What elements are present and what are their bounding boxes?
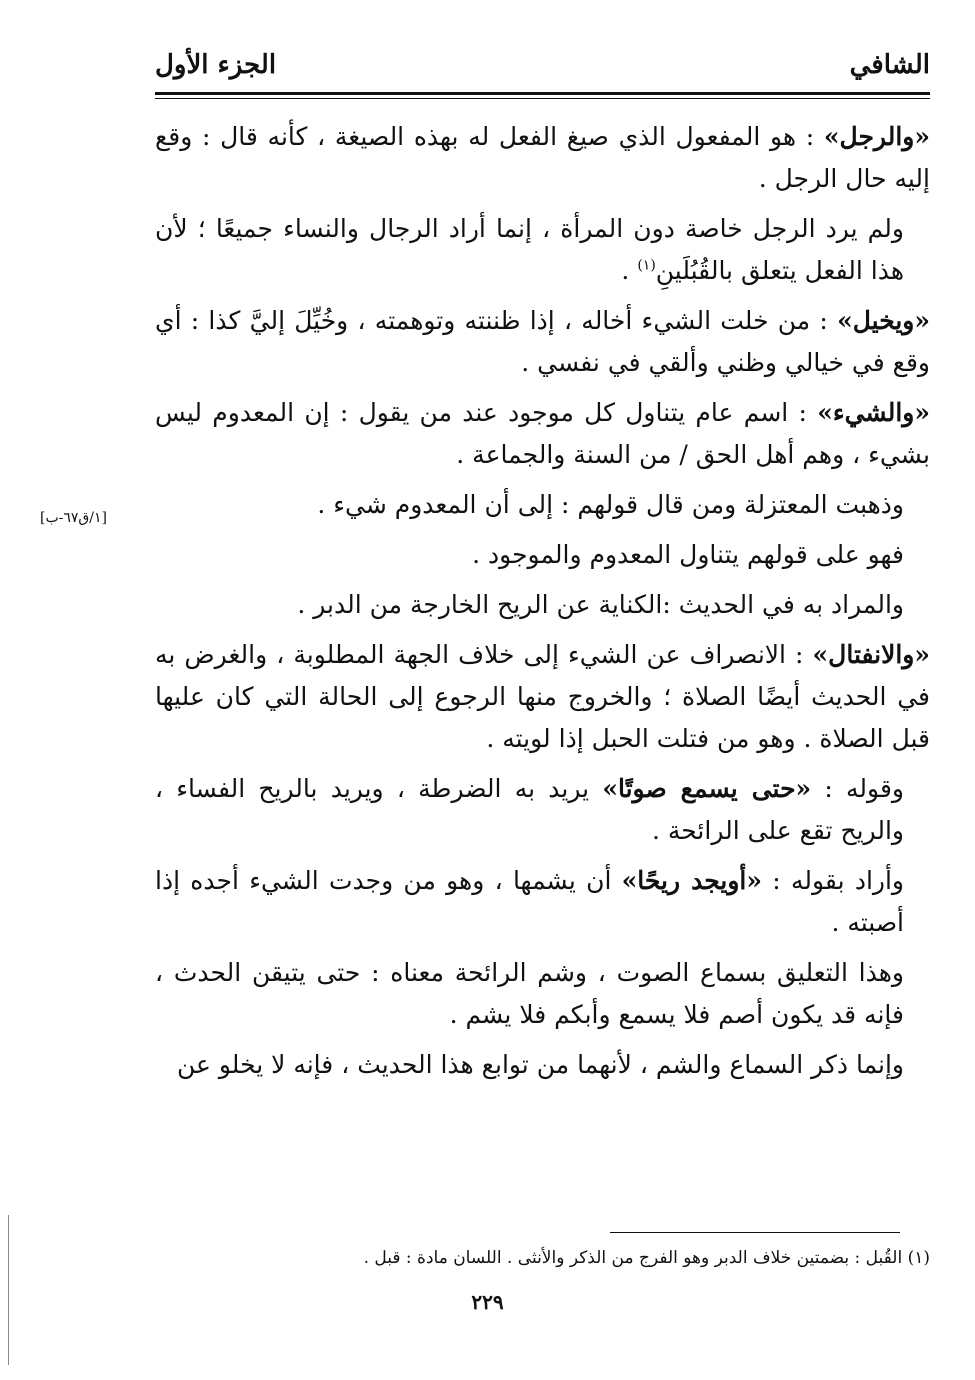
paragraph-taliq: [155, 952, 930, 1036]
paragraph-text: : الانصراف عن الشيء إلى خلاف الجهة المطلوبة ، والغرض به في الحديث أيضًا الصلاة ؛ والخروج منها الرجوع إلى الحالة التي كان عليها قبل الصلاة . وهو من فتلت الحبل إذا لويته .: [155, 640, 930, 753]
paragraph-text: أن يشمها ، وهو من وجدت الشيء أجده إذا أصبته .: [155, 866, 904, 937]
paragraph-rihan: [155, 860, 930, 944]
paragraph-innama: [155, 1044, 930, 1086]
paragraph-alrajul: [155, 116, 930, 200]
paragraph-women: [155, 208, 930, 292]
paragraph-mutazila: [155, 484, 930, 526]
paragraph-prefix: وأراد بقوله :: [762, 866, 904, 895]
paragraph-alshay: [155, 392, 930, 476]
paragraph-prefix: وقوله :: [811, 774, 904, 803]
term: «والانفتال»: [812, 640, 930, 669]
footnote: (١) القُبل : بضمتين خلاف الدبر وهو الفرج من الذكر والأنثى . اللسان مادة : قبل .: [363, 1248, 930, 1268]
quoted-phrase: «أويجد ريحًا»: [621, 866, 762, 895]
paragraph-text: والمراد به في الحديث :الكناية عن الريح الخارجة من الدبر .: [297, 590, 904, 619]
paragraph-text: يريد به الضرطة ، ويريد بالريح الفساء ، والريح تقع على الرائحة .: [155, 774, 904, 845]
volume-title: الجزء الأول: [155, 50, 277, 80]
paragraph-text: فهو على قولهم يتناول المعدوم والموجود .: [472, 540, 904, 569]
paragraph-tail: .: [621, 256, 638, 285]
paragraph-qawlihim: [155, 534, 930, 576]
paragraph-text: : هو المفعول الذي صيغ الفعل له بهذه الصيغة ، كأنه قال : وقع إليه حال الرجل .: [155, 122, 930, 193]
manuscript-folio-note: [١/ق٦٧-ب]: [40, 510, 108, 526]
paragraph-alinfital: [155, 634, 930, 760]
footnote-rule: [610, 1232, 900, 1233]
header-rule-thin: [155, 98, 930, 99]
paragraph-almurad: [155, 584, 930, 626]
paragraph-text: وهذا التعليق بسماع الصوت ، وشم الرائحة معناه : حتى يتيقن الحدث ، فإنه قد يكون أصم فلا يسمع وأبكم فلا يشم .: [155, 958, 904, 1029]
header-rule-thick: [155, 92, 930, 95]
paragraph-text: ولم يرد الرجل خاصة دون المرأة ، إنما أراد الرجال والنساء جميعًا ؛ لأن هذا الفعل يتعلق بالقُبُلَينِ: [155, 214, 904, 285]
paragraph-yukhayyal: [155, 300, 930, 384]
page-number: ٢٢٩: [471, 1290, 504, 1314]
paragraph-text: : اسم عام يتناول كل موجود عند من يقول : إن المعدوم ليس بشيء ، وهم أهل الحق / من السنة والجماعة .: [155, 398, 930, 469]
term: «والرجل»: [823, 122, 930, 151]
paragraph-text: : من خلت الشيء أخاله ، إذا ظننته وتوهمته ، وخُيِّلَ إليَّ كذا : أي وقع في خيالي وظني وألقي في نفسي .: [155, 306, 930, 377]
book-title: الشافي: [849, 50, 930, 80]
footnote-ref: (١): [637, 257, 656, 274]
term: «والشيء»: [817, 398, 930, 427]
paragraph-sawtan: [155, 768, 930, 852]
quoted-phrase: «حتى يسمع صوتًا»: [602, 774, 812, 803]
main-text: [155, 116, 930, 1094]
paragraph-text: وذهبت المعتزلة ومن قال قولهم : إلى أن المعدوم شيء .: [317, 490, 904, 519]
paragraph-text: وإنما ذكر السماع والشم ، لأنهما من توابع هذا الحديث ، فإنه لا يخلو عن: [176, 1050, 904, 1079]
term: «ويخيل»: [837, 306, 930, 335]
scan-edge-line: [8, 1215, 9, 1365]
running-header: [155, 46, 930, 92]
